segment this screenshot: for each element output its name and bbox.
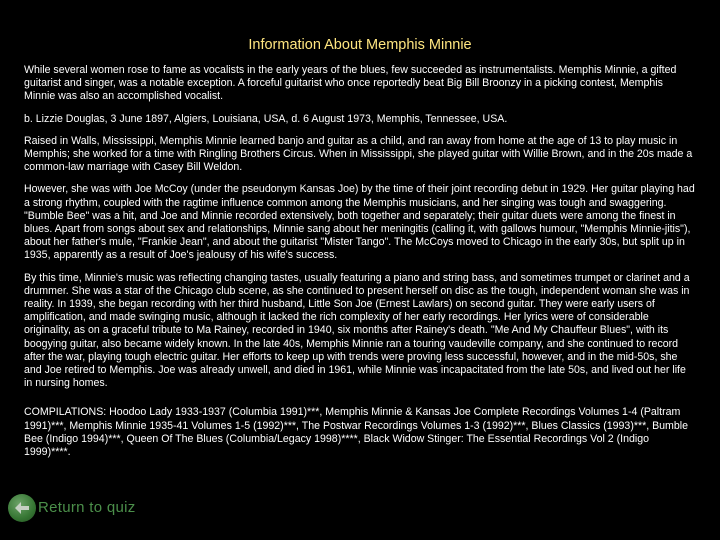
article-body: [24, 64, 696, 468]
birth-death-paragraph: b. Lizzie Douglas, 3 June 1897, Algiers, Louisiana, USA, d. 6 August 1973, Memphis, Tennessee, USA.: [24, 112, 508, 125]
return-to-quiz-button[interactable]: [8, 494, 36, 522]
info-page: [24, 0, 696, 540]
return-to-quiz-link[interactable]: Return to quiz: [38, 499, 136, 516]
later-career-paragraph: By this time, Minnie's music was reflecting changing tastes, usually featuring a piano and string bass, and sometimes trumpet or clarinet and a drummer. She was a star of the Chicago club scene, as she continued to present herself on disc as the tough, independent woman she was in reality. In 1939, she began recording with her third husband, Little Son Joe (Ernest Lawlars) on second guitar. They were early users of amplification, and made swinging music, although it lacked the rich complexity of her early recordings. Her lyrics were of considerable originality, as on a graceful tribute to Ma Rainey, recorded in 1940, six months after Rainey's death. "Me And My Chauffeur Blues", with its boogying guitar, also became widely known. In the late 40s, Memphis Minnie ran a touring vaudeville company, and she continued to record after the war, playing tough electric guitar. Her efforts to keep up with trends were proving less successful, however, and in the mid-50s, she and Joe retired to Memphis. Joe was already unwell, and died in 1961, while Minnie was incapacitated from the late 50s, and lived out her life in nursing homes.: [24, 271, 690, 390]
compilations-paragraph: COMPILATIONS: Hoodoo Lady 1933-1937 (Columbia 1991)***, Memphis Minnie & Kansas Joe Complete Recordings Volumes 1-4 (Paltram 1991)***, Memphis Minnie 1935-41 Volumes 1-5 (1992)***, The Postwar Recordings Volumes 1-3 (1992)***, Blues Classics (1993)***, Bumble Bee (Indigo 1994)***, Queen Of The Blues (Columbia/Legacy 1998)****, Black Widow Stinger: The Essential Recordings Vol 2 (Indigo 1999)****.: [24, 406, 689, 459]
career-paragraph: However, she was with Joe McCoy (under the pseudonym Kansas Joe) by the time of their joint recording debut in 1929. Her guitar playing had a strong rhythm, coupled with the ragtime influence common among the Memphis musicians, and her singing was tough and swaggering. "Bumble Bee" was a hit, and Joe and Minnie recorded extensively, both together and separately; their guitar duets were among the finest in blues. Apart from songs about sex and relationships, Minnie sang about her meningitis (calling it, with gallows humour, "Memphis Minnie-jitis"), about her father's mule, "Frankie Jean", and about the guitarist "Mister Tango". The McCoys moved to Chicago in the early 30s, but split up in 1935, apparently as a result of Joe's jealousy of his wife's success.: [24, 183, 695, 262]
page-title: Information About Memphis Minnie: [248, 37, 472, 53]
early-life-paragraph: Raised in Walls, Mississippi, Memphis Minnie learned banjo and guitar as a child, and ran away from home at the age of 13 to play music in Memphis; she worked for a time with Ringling Brothers Circus. When in Mississippi, she played guitar with Willie Brown, and in the 20s made a common-law marriage with Casey Bill Weldon.: [24, 134, 693, 174]
back-arrow-icon: [14, 501, 30, 515]
intro-paragraph: While several women rose to fame as vocalists in the early years of the blues, few succeeded as instrumentalists. Memphis Minnie, a gifted guitarist and singer, was a notable exception. A forceful guitarist who once reportedly beat Big Bill Broonzy in a picking contest, Memphis Minnie was also an accomplished vocalist.: [24, 64, 677, 103]
